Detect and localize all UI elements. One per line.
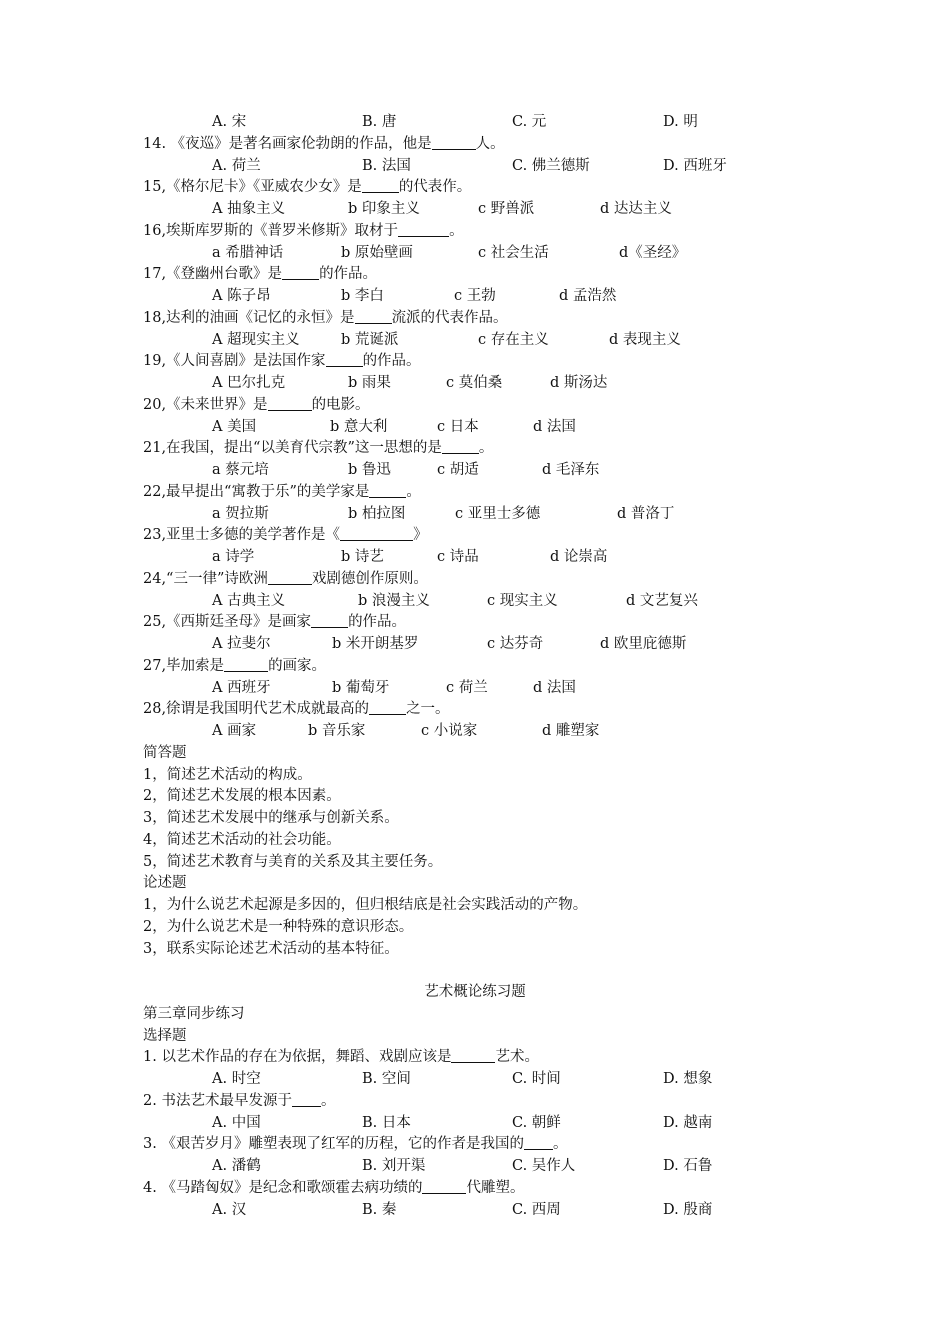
options-row (0, 243, 950, 265)
option-a: A 西班牙 (212, 679, 271, 696)
option-a: a 诗学 (212, 549, 255, 565)
options-row (0, 373, 950, 395)
option-c: C. 元 (512, 114, 547, 130)
text-line: 论述题 (143, 875, 187, 892)
option-d: d 表现主义 (609, 331, 681, 348)
answer-blank (442, 439, 479, 454)
option-c: C. 西周 (512, 1201, 561, 1218)
question-text: 2. 书法艺术最早发源于 (143, 1092, 292, 1109)
option-a: A. 时空 (212, 1071, 261, 1087)
option-b: B. 秦 (362, 1201, 397, 1218)
option-d: d《圣经》 (619, 244, 687, 261)
option-b: b 印象主义 (348, 201, 420, 217)
option-d: d 达达主义 (600, 201, 672, 217)
option-a: A 美国 (212, 418, 257, 435)
options-row (0, 1200, 950, 1222)
option-b: b 柏拉图 (348, 505, 406, 522)
option-d: D. 石鲁 (663, 1158, 713, 1174)
question-text: 19,《人间喜剧》是法国作家 (143, 353, 326, 370)
question-text: 27,毕加索是 (143, 657, 225, 674)
option-c: C. 时间 (512, 1071, 561, 1087)
question-text: 22,最早提出“寓教于乐”的美学家是 (143, 483, 370, 500)
question-text: 3. 《艰苦岁月》雕塑表现了红军的历程，它的作者是我国的 (143, 1136, 524, 1153)
question-line (0, 1134, 950, 1156)
question-text: 18,达利的油画《记忆的永恒》是 (143, 309, 355, 326)
option-c: c 达芬奇 (487, 636, 544, 652)
answer-blank (422, 1179, 466, 1194)
answer-blank (524, 1135, 553, 1150)
question-text: 1. 以艺术作品的存在为依据，舞蹈、戏剧应该是 (143, 1049, 452, 1066)
question-line (0, 482, 950, 504)
options-row (0, 199, 950, 221)
option-c: c 现实主义 (487, 592, 558, 609)
option-b: B. 日本 (362, 1114, 411, 1131)
option-b: b 浪漫主义 (358, 592, 430, 609)
answer-blank (282, 265, 319, 280)
option-d: d 孟浩然 (559, 288, 617, 304)
option-d: D. 殷商 (663, 1201, 713, 1218)
option-b: b 诗艺 (341, 549, 384, 565)
question-text: 23,亚里士多德的美学著作是《 (143, 527, 341, 544)
options-row (0, 1156, 950, 1178)
question-line (0, 134, 950, 156)
option-d: d 毛泽东 (542, 462, 600, 478)
option-c: c 莫伯桑 (446, 375, 503, 391)
question-text-end: 人。 (475, 135, 505, 152)
options-row (0, 330, 950, 352)
question-line (0, 308, 950, 330)
question-text: 28,徐谓是我国明代艺术成就最高的 (143, 701, 370, 718)
option-c: C. 佛兰德斯 (512, 157, 590, 174)
option-d: D. 明 (663, 114, 698, 130)
option-b: B. 法国 (362, 157, 411, 174)
question-text: 21,在我国，提出“以美育代宗教”这一思想的是 (143, 440, 442, 457)
text-line: 2，为什么说艺术是一种特殊的意识形态。 (143, 918, 414, 935)
question-text-end: 。 (406, 483, 421, 500)
question-text-end: 的作品。 (348, 614, 407, 631)
option-a: A. 宋 (212, 114, 247, 130)
spacer (0, 960, 950, 982)
options-row (0, 678, 950, 700)
question-text-end: 。 (449, 222, 464, 239)
option-d: d 法国 (533, 418, 576, 435)
answer-blank (369, 483, 406, 498)
question-text: 16,埃斯库罗斯的《普罗米修斯》取材于 (143, 222, 399, 239)
question-text-end: 戏剧德创作原则。 (311, 570, 428, 587)
answer-blank (224, 657, 268, 672)
option-d: D. 西班牙 (663, 157, 727, 174)
answer-blank (451, 1048, 495, 1063)
option-d: d 普洛丁 (617, 505, 675, 522)
answer-blank (292, 1092, 321, 1107)
option-a: A. 潘鹤 (212, 1158, 261, 1174)
question-text: 15,《格尔尼卡》《亚威农少女》是 (143, 179, 362, 196)
option-d: d 法国 (533, 679, 576, 696)
option-c: C. 吴作人 (512, 1158, 576, 1174)
option-c: C. 朝鲜 (512, 1114, 561, 1131)
option-d: D. 想象 (663, 1071, 713, 1087)
option-c: c 野兽派 (478, 201, 535, 217)
section-title: 艺术概论练习题 (424, 984, 526, 1000)
options-row (0, 156, 950, 178)
options-row (0, 504, 950, 526)
question-line (0, 177, 950, 199)
option-c: c 诗品 (437, 549, 479, 565)
option-b: B. 唐 (362, 114, 397, 130)
option-d: D. 越南 (663, 1114, 713, 1131)
question-line (0, 1178, 950, 1200)
options-row (0, 112, 950, 134)
option-c: c 存在主义 (478, 331, 549, 348)
question-line (0, 438, 950, 460)
question-text-end: 的作品。 (362, 353, 421, 370)
options-row (0, 417, 950, 439)
text-line: 简答题 (143, 744, 187, 761)
options-row (0, 634, 950, 656)
question-line (0, 221, 950, 243)
option-a: A. 荷兰 (212, 157, 261, 174)
option-a: a 蔡元培 (212, 462, 269, 478)
question-text: 4. 《马踏匈奴》是纪念和歌颂霍去病功绩的 (143, 1179, 423, 1196)
question-text-end: 的画家。 (268, 657, 327, 674)
text-line: 第三章同步练习 (143, 1005, 245, 1022)
option-a: A 超现实主义 (212, 331, 300, 348)
options-row (0, 1069, 950, 1091)
option-b: b 葡萄牙 (332, 679, 390, 696)
answer-blank (355, 309, 392, 324)
option-c: c 亚里士多德 (455, 505, 541, 522)
text-line: 4，简述艺术活动的社会功能。 (143, 831, 341, 848)
option-a: A. 汉 (212, 1201, 247, 1218)
option-d: d 斯汤达 (550, 375, 608, 391)
question-line (0, 525, 950, 547)
option-c: c 荷兰 (446, 679, 488, 696)
answer-blank (340, 526, 413, 541)
option-b: b 荒诞派 (341, 331, 399, 348)
question-text-end: 。 (320, 1092, 336, 1109)
question-text: 17,《登幽州台歌》是 (143, 266, 283, 283)
question-text-end: 代雕塑。 (466, 1179, 525, 1196)
question-text-end: 的代表作。 (398, 179, 472, 196)
question-text: 14. 《夜巡》是著名画家伦勃朗的作品，他是 (143, 135, 432, 152)
option-b: b 音乐家 (308, 723, 366, 739)
option-b: b 鲁迅 (348, 462, 391, 478)
answer-blank (432, 135, 476, 150)
option-d: d 雕塑家 (542, 723, 600, 739)
question-text-end: 艺术。 (495, 1049, 539, 1066)
options-row (0, 1113, 950, 1135)
option-b: B. 空间 (362, 1071, 411, 1087)
option-a: a 贺拉斯 (212, 505, 269, 522)
text-line: 1，简述艺术活动的构成。 (143, 766, 312, 783)
question-text-end: 的作品。 (319, 266, 378, 283)
options-row (0, 286, 950, 308)
options-row (0, 591, 950, 613)
text-line: 1，为什么说艺术起源是多因的，但归根结底是社会实践活动的产物。 (143, 897, 588, 913)
question-line (0, 569, 950, 591)
option-c: c 日本 (437, 418, 479, 435)
option-a: a 希腊神话 (212, 244, 284, 261)
option-c: c 王勃 (454, 288, 496, 304)
text-line: 5，简述艺术教育与美育的关系及其主要任务。 (143, 853, 443, 870)
question-text-end: 。 (478, 440, 494, 457)
answer-blank (268, 570, 312, 585)
answer-blank (362, 178, 399, 193)
text-line: 选择题 (143, 1027, 187, 1044)
question-line (0, 656, 950, 678)
text-line: 3，简述艺术发展中的继承与创新关系。 (143, 810, 399, 826)
option-c: c 小说家 (421, 723, 478, 739)
question-text: 25,《西斯廷圣母》是画家 (143, 614, 312, 631)
answer-blank (369, 700, 406, 715)
options-row (0, 460, 950, 482)
question-text: 24,“三一律”诗欧洲 (143, 570, 268, 587)
option-d: d 论崇高 (550, 549, 608, 565)
document-page (0, 112, 950, 1221)
question-line (0, 612, 950, 634)
option-d: d 欧里庇德斯 (600, 636, 687, 652)
option-b: b 原始壁画 (341, 244, 413, 261)
option-c: c 社会生活 (478, 244, 549, 261)
option-a: A. 中国 (212, 1114, 261, 1131)
answer-blank (311, 613, 348, 628)
question-line (0, 351, 950, 373)
question-text-end: 》 (413, 527, 428, 544)
answer-blank (268, 396, 312, 411)
option-b: B. 刘开渠 (362, 1158, 426, 1174)
question-text-end: 的电影。 (311, 396, 370, 413)
option-a: A 巴尔扎克 (212, 375, 286, 391)
question-text-end: 流派的代表作品。 (391, 309, 508, 326)
question-text: 20,《未来世界》是 (143, 396, 268, 413)
option-b: b 雨果 (348, 375, 391, 391)
question-line (0, 395, 950, 417)
option-a: A 画家 (212, 723, 257, 739)
answer-blank (326, 352, 363, 367)
question-line (0, 699, 950, 721)
option-a: A 拉斐尔 (212, 636, 271, 652)
option-b: b 李白 (341, 288, 384, 304)
option-b: b 米开朗基罗 (332, 636, 419, 652)
question-text-end: 之一。 (406, 701, 450, 718)
answer-blank (398, 222, 449, 237)
question-text-end: 。 (552, 1136, 568, 1153)
question-line (0, 1047, 950, 1069)
options-row (0, 547, 950, 569)
option-a: A 陈子昂 (212, 288, 271, 304)
option-a: A 抽象主义 (212, 201, 286, 217)
options-row (0, 721, 950, 743)
text-line: 3，联系实际论述艺术活动的基本特征。 (143, 940, 399, 957)
option-c: c 胡适 (437, 462, 479, 478)
option-d: d 文艺复兴 (626, 592, 698, 609)
text-line: 2，简述艺术发展的根本因素。 (143, 788, 341, 805)
option-a: A 古典主义 (212, 592, 286, 609)
option-b: b 意大利 (330, 418, 388, 435)
question-line (0, 1091, 950, 1113)
question-line (0, 264, 950, 286)
